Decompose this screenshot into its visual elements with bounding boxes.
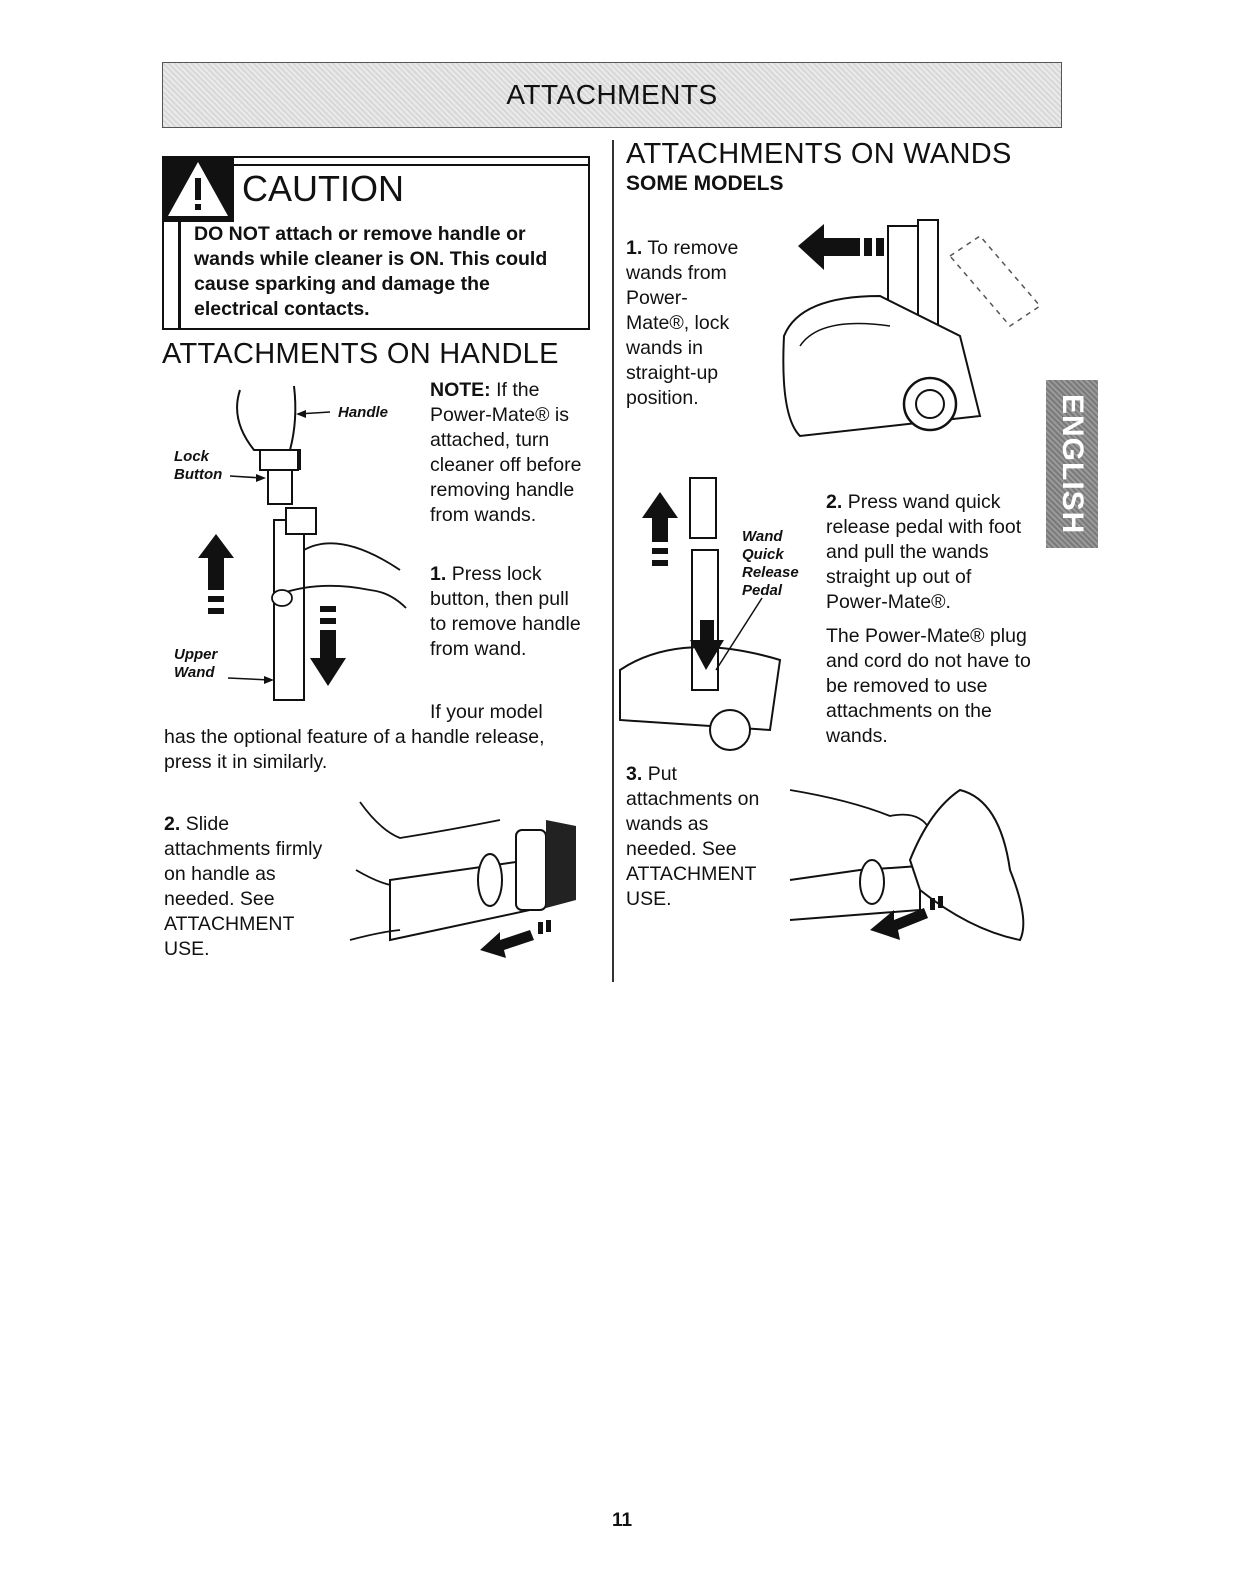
handle-note — [430, 378, 590, 528]
wands-section-subheading: SOME MODELS — [626, 172, 784, 195]
handle-section-heading: ATTACHMENTS ON HANDLE — [162, 338, 559, 370]
handle-step-1-cont-b: has the optional feature of a handle release, press it in similarly. — [164, 726, 545, 773]
section-banner — [162, 62, 1062, 128]
language-tab — [1046, 380, 1098, 548]
step-text: To remove wands from Power-Mate®, lock wands in straight-up position. — [626, 237, 739, 409]
banner-title: ATTACHMENTS — [506, 79, 718, 110]
wand-pedal-illustration — [620, 470, 820, 760]
step-text: Put attachments on wands as needed. See ATTACHMENT USE. — [626, 763, 760, 910]
column-divider — [612, 140, 614, 982]
wands-step-3 — [626, 762, 776, 912]
brush-attachment-illustration — [350, 790, 590, 970]
caution-title: CAUTION — [242, 168, 404, 209]
step-text: Press wand quick release pedal with foot and pull the wands straight up out of Power-Mate®. — [826, 491, 1022, 613]
step-number: 1. — [430, 563, 447, 585]
step-number: 1. — [626, 237, 643, 259]
warning-icon — [162, 156, 234, 222]
wands-step-1 — [626, 236, 750, 411]
note-text: If the Power-Mate® is attached, turn cleaner off before removing handle from wands. — [430, 379, 582, 526]
handle-step-1 — [430, 562, 590, 662]
label-upper-wand: Upper Wand — [174, 646, 218, 681]
label-wand-quick-release-pedal: Wand Quick Release Pedal — [742, 528, 799, 599]
caution-text: DO NOT attach or remove handle or wands while cleaner is ON. This could cause sparking and damage the electrical contacts. — [194, 223, 548, 320]
note-lead: NOTE: — [430, 379, 491, 401]
wands-section-heading: ATTACHMENTS ON WANDS — [626, 138, 1012, 170]
label-handle: Handle — [338, 404, 389, 421]
handle-step-1-cont-a: If your model — [430, 701, 543, 723]
power-mate-upright-illustration — [780, 216, 1050, 446]
handle-step-2 — [164, 812, 340, 962]
step-number: 2. — [826, 491, 843, 513]
wands-plug-note: The Power-Mate® plug and cord do not have to be removed to use attachments on the wands. — [826, 625, 1031, 747]
step-number: 3. — [626, 763, 643, 785]
step-text: Slide attachments firmly on handle as needed. See ATTACHMENT USE. — [164, 813, 323, 960]
crevice-tool-illustration — [790, 770, 1040, 950]
label-lock-button: Lock Button — [174, 448, 223, 483]
wands-step-2 — [826, 490, 1036, 615]
step-number: 2. — [164, 813, 181, 835]
page-number: 11 — [611, 1510, 633, 1531]
step-text: Press lock button, then pull to remove handle from wand. — [430, 563, 581, 660]
language-tab-label: ENGLISH — [1056, 393, 1089, 535]
